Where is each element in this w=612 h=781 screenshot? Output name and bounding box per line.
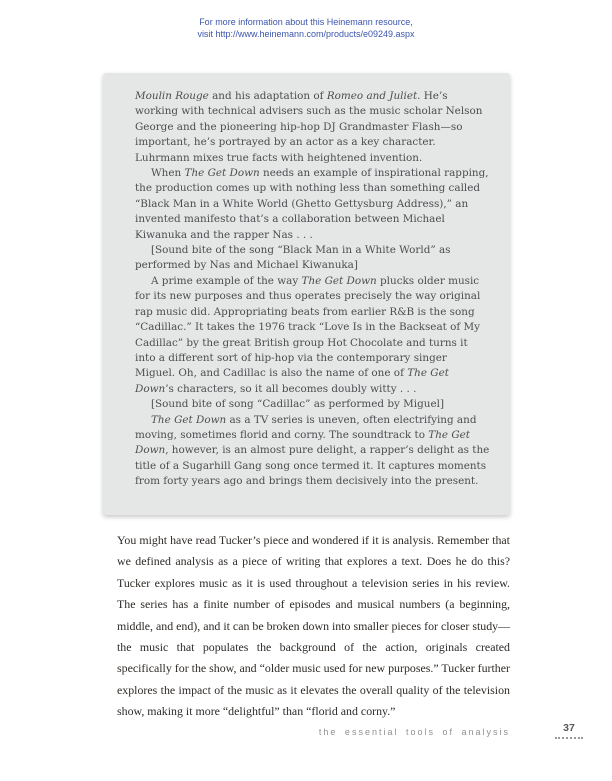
- text-run: A prime example of the way: [151, 274, 302, 287]
- text-run: plucks older music for its new purposes and thus operates precisely the way original rap music did. Appropriating beats from earlier R&B is the song “Cadillac.” It takes the 1976 track “Love Is in the Backseat of My Cadillac” by the great British group Hot Chocolate and turns it into a different sort of hip-hop via the contemporary singer Miguel. Oh, and Cadillac is also the name of one of: [135, 274, 481, 380]
- text-run: as a TV series is uneven, often electrifying and moving, sometimes florid and corny. The soundtrack to: [135, 413, 477, 441]
- text-run: ’s characters, so it all becomes doubly witty . . .: [165, 382, 417, 395]
- italic-title-run: The Get Down: [184, 167, 260, 180]
- excerpt-paragraph: [135, 274, 490, 397]
- text-run: , however, is an almost pure delight, a rapper’s delight as the title of a Sugarhill Gang song once termed it. It captures moments from forty years ago and brings them decisively into the present.: [135, 444, 490, 488]
- commentary-paragraph: You might have read Tucker’s piece and wondered if it is analysis. Remember that we defined analysis as a piece of writing that explores a text. Does he do this? Tucker explores music as it is used throughout a television series in his review. The series has a finite number of episodes and musical numbers (a beginning, middle, and end), and it can be broken down into smaller pieces for closer study—the music that populates the background of the action, originals created specifically for the show, and “older music used for new purposes.” Tucker further explores the impact of the music as it elevates the overall quality of the television show, making it more “delightful” than “florid and corny.”: [117, 533, 510, 719]
- excerpt-paragraph: [135, 89, 490, 166]
- excerpt-paragraph: [135, 243, 490, 274]
- text-run: and his adaptation of: [208, 90, 327, 102]
- italic-title-run: Romeo and Juliet: [326, 90, 418, 102]
- italic-title-run: The Get Down: [135, 428, 470, 457]
- text-run: When: [151, 167, 185, 180]
- page-number: 37: [555, 722, 583, 739]
- text-run: [Sound bite of song “Cadillac” as performed by Miguel]: [151, 398, 444, 411]
- excerpt-box: [103, 73, 510, 515]
- resource-link[interactable]: [0, 16, 612, 40]
- resource-link-line1[interactable]: For more information about this Heinemann resource,: [199, 17, 413, 27]
- excerpt-paragraph: [135, 397, 490, 412]
- italic-title-run: The Get Down: [301, 274, 377, 287]
- italic-title-run: The Get Down: [151, 413, 227, 426]
- running-head: the essential tools of analysis: [318, 727, 510, 737]
- text-run: [Sound bite of the song “Black Man in a White World” as performed by Nas and Michael Kiwanuka]: [135, 244, 451, 272]
- resource-link-url[interactable]: visit http://www.heinemann.com/products/e09249.aspx: [197, 29, 415, 39]
- text-run: needs an example of inspirational rapping, the production comes up with nothing less than something called “Black Man in a White World (Ghetto Gettysburg Address),” an invented manifesto that’s a collaboration between Michael Kiwanuka and the rapper Nas . . .: [135, 167, 489, 241]
- italic-title-run: Moulin Rouge: [135, 90, 209, 102]
- italic-title-run: The Get Down: [135, 367, 449, 395]
- excerpt-paragraphs: [135, 89, 490, 490]
- excerpt-paragraph: [135, 166, 490, 243]
- excerpt-paragraph: [135, 413, 490, 490]
- text-run: . He’s working with technical advisers such as the music scholar Nelson George and the pioneering hip-hop DJ Grandmaster Flash—so important, he’s portrayed by an actor as a key character. Luhrmann mixes true facts with heightened invention.: [135, 90, 483, 164]
